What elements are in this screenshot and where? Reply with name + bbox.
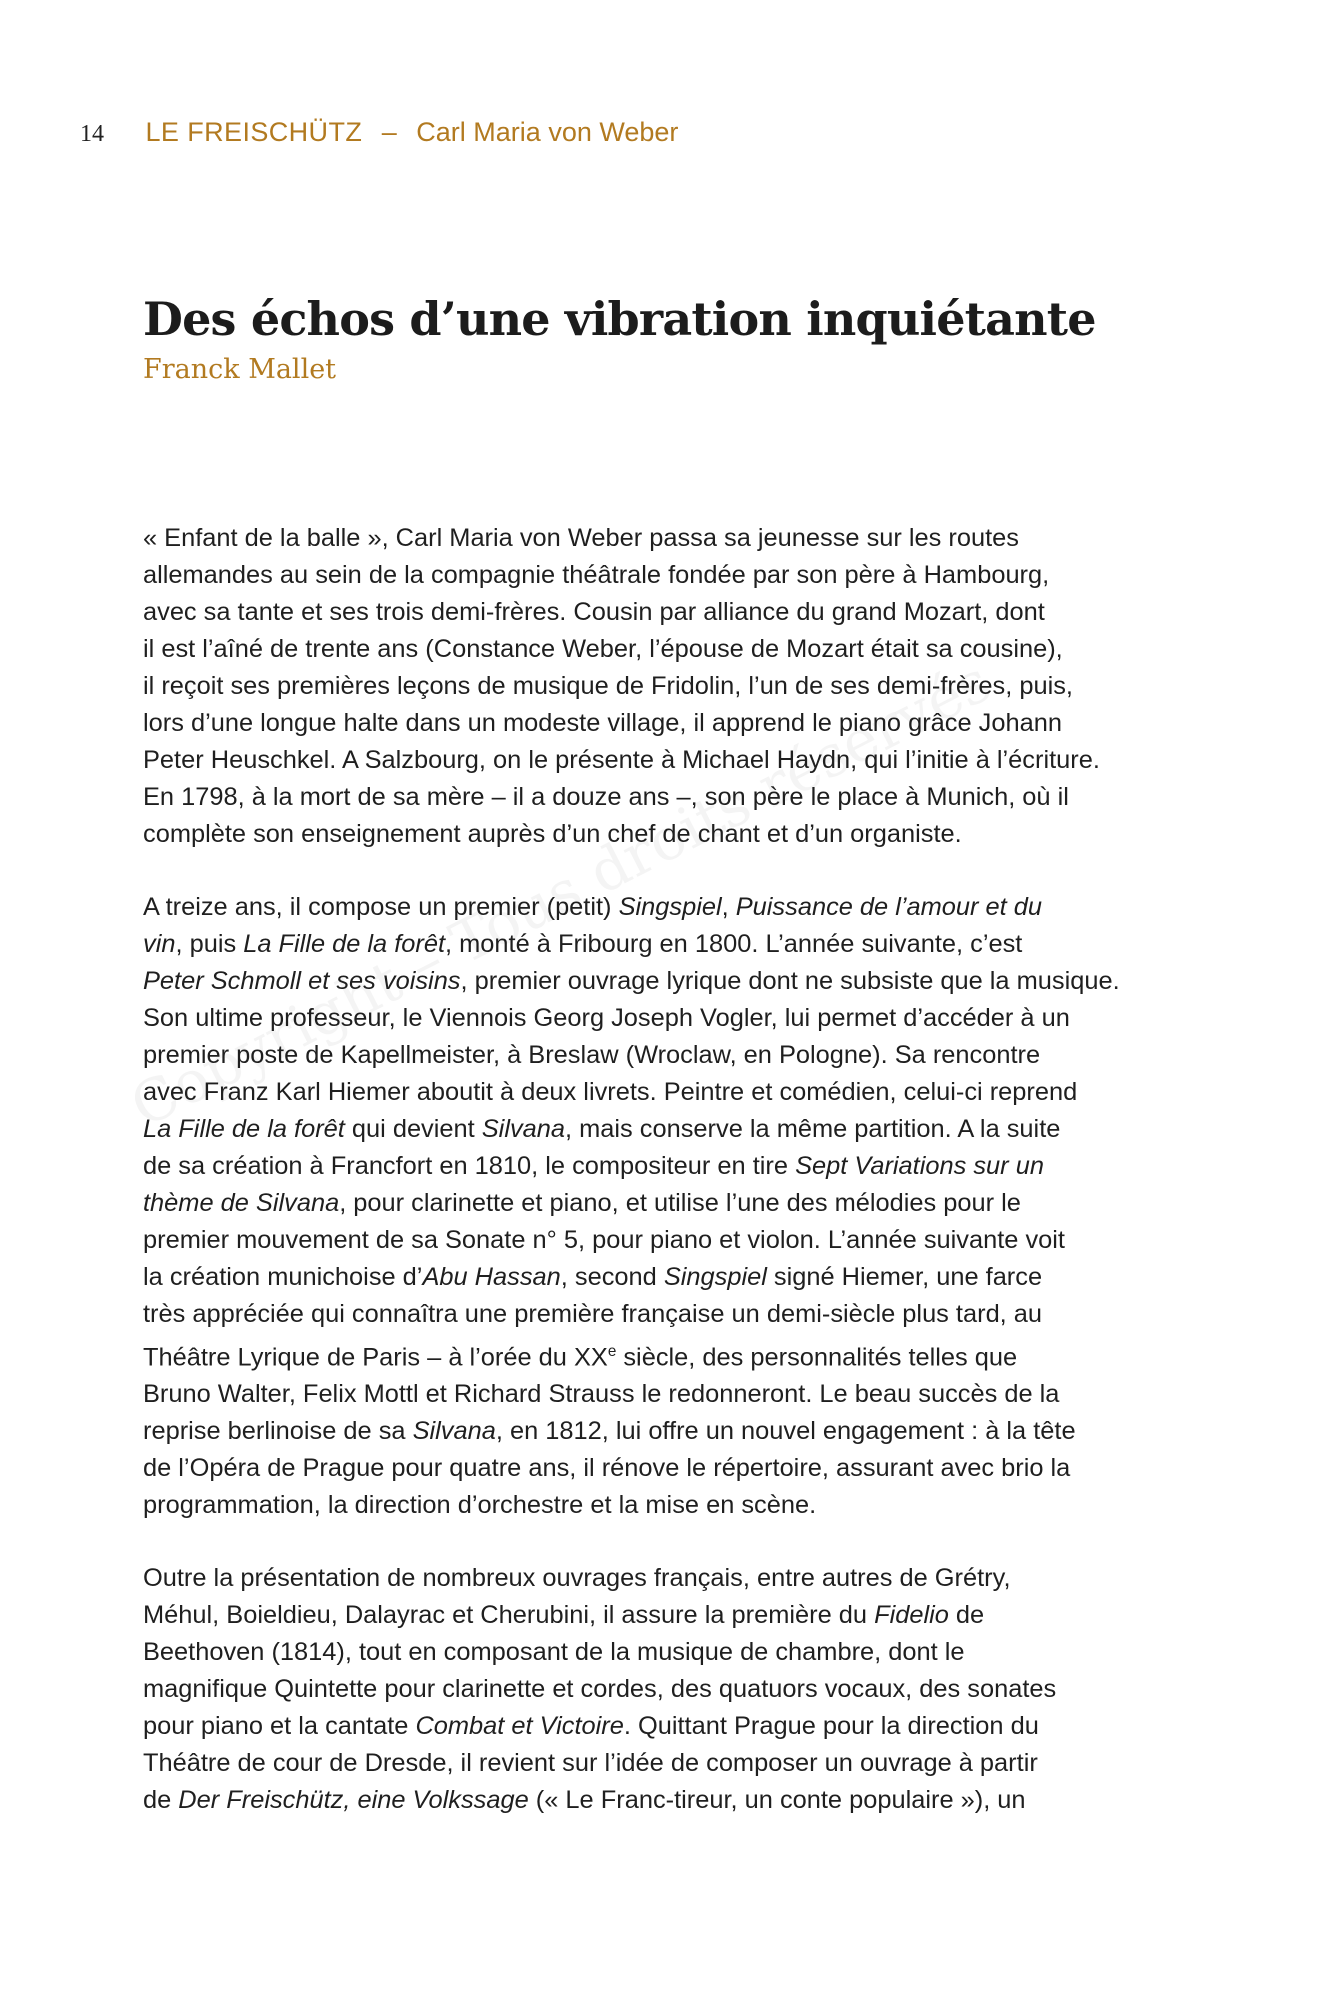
italic-text: Peter Schmoll et ses voisins: [143, 967, 461, 995]
article-title: Des échos d’une vibration inquiétante: [143, 292, 1096, 346]
italic-text: Puissance de l’amour et du: [735, 893, 1043, 921]
running-header: [80, 116, 678, 150]
body-text-segment: premier poste de Kapellmeister, à Breslaw (Wroclaw, en Pologne). Sa rencontre: [143, 1041, 1041, 1069]
italic-text: Sept Variations sur un: [795, 1152, 1044, 1180]
header-work-title: LE FREISCHÜTZ: [145, 117, 363, 147]
italic-text: La Fille de la forêt: [243, 930, 446, 958]
body-text-segment: siècle, des personnalités telles que: [616, 1343, 1018, 1372]
body-line: [143, 631, 1203, 668]
body-line: [143, 1450, 1203, 1487]
body-line: [143, 1634, 1203, 1671]
italic-text: Der Freischütz, eine Volkssage: [178, 1786, 529, 1815]
header-separator: –: [381, 117, 397, 147]
body-line: [143, 1111, 1203, 1148]
body-paragraph: [143, 1560, 1203, 1819]
body-text-segment: allemandes au sein de la compagnie théâtrale fondée par son père à Hambourg,: [143, 561, 1050, 589]
body-text-segment: Son ultime professeur, le Viennois Georg Joseph Vogler, lui permet d’accéder à un: [143, 1004, 1070, 1032]
body-text-segment: pour piano et la cantate: [143, 1712, 416, 1741]
article-body: [143, 520, 1203, 1855]
italic-text: Silvana: [412, 1417, 496, 1446]
body-text-segment: il reçoit ses premières leçons de musique de Fridolin, l’un de ses demi-frères, puis,: [143, 672, 1073, 700]
body-text-segment: programmation, la direction d’orchestre et la mise en scène.: [143, 1491, 817, 1520]
body-paragraph: [143, 520, 1203, 853]
body-line: [143, 1560, 1203, 1597]
body-text-segment: signé Hiemer, une farce: [766, 1263, 1043, 1291]
italic-text: thème de Silvana: [143, 1189, 340, 1217]
body-text-segment: avec sa tante et ses trois demi-frères. Cousin par alliance du grand Mozart, dont: [143, 598, 1045, 626]
body-line: [143, 1413, 1203, 1450]
body-text-segment: de sa création à Francfort en 1810, le compositeur en tire: [143, 1152, 796, 1180]
body-text-segment: reprise berlinoise de sa: [143, 1417, 413, 1446]
italic-text: Silvana: [481, 1115, 566, 1143]
body-text-segment: Méhul, Boieldieu, Dalayrac et Cherubini, il assure la première du: [143, 1601, 875, 1630]
body-line: [143, 926, 1203, 963]
superscript-text: e: [607, 1343, 617, 1360]
body-line: [143, 668, 1203, 705]
body-line: [143, 1185, 1203, 1222]
italic-text: Combat et Victoire: [415, 1712, 624, 1741]
body-text-segment: Beethoven (1814), tout en composant de la musique de chambre, dont le: [143, 1638, 965, 1667]
body-text-segment: En 1798, à la mort de sa mère – il a douze ans –, son père le place à Munich, où il: [143, 783, 1069, 811]
body-line: [143, 742, 1203, 779]
body-text-segment: de l’Opéra de Prague pour quatre ans, il rénove le répertoire, assurant avec brio la: [143, 1454, 1071, 1483]
body-line: [143, 1333, 1203, 1376]
body-line: [143, 1487, 1203, 1524]
body-text-segment: « Enfant de la balle », Carl Maria von Weber passa sa jeunesse sur les routes: [143, 524, 1019, 552]
body-line: [143, 1745, 1203, 1782]
body-text-segment: , monté à Fribourg en 1800. L’année suivante, c’est: [445, 930, 1023, 958]
page-number: 14: [80, 121, 104, 147]
body-line: [143, 1708, 1203, 1745]
body-text-segment: Théâtre de cour de Dresde, il revient sur l’idée de composer un ouvrage à partir: [143, 1749, 1038, 1778]
body-text-segment: A treize ans, il compose un premier (petit): [143, 893, 619, 921]
body-text-segment: Bruno Walter, Felix Mottl et Richard Strauss le redonneront. Le beau succès de la: [143, 1380, 1060, 1409]
body-text-segment: , second: [560, 1263, 664, 1291]
body-text-segment: premier mouvement de sa Sonate n° 5, pour piano et violon. L’année suivante voit: [143, 1226, 1065, 1254]
italic-text: Singspiel: [618, 893, 722, 921]
body-text-segment: . Quittant Prague pour la direction du: [623, 1712, 1039, 1741]
body-line: [143, 1037, 1203, 1074]
body-line: [143, 557, 1203, 594]
article-author: Franck Mallet: [143, 354, 337, 385]
body-text-segment: , en 1812, lui offre un nouvel engagement : à la tête: [495, 1417, 1076, 1446]
body-line: [143, 963, 1203, 1000]
body-line: [143, 1222, 1203, 1259]
body-line: [143, 705, 1203, 742]
body-text-segment: la création munichoise d’: [143, 1263, 423, 1291]
body-paragraph: [143, 889, 1203, 1524]
body-text-segment: avec Franz Karl Hiemer aboutit à deux livrets. Peintre et comédien, celui-ci reprend: [143, 1078, 1078, 1106]
body-text-segment: Outre la présentation de nombreux ouvrages français, entre autres de Grétry,: [143, 1564, 1011, 1593]
body-line: [143, 1296, 1203, 1333]
body-text-segment: il est l’aîné de trente ans (Constance Weber, l’épouse de Mozart était sa cousine),: [143, 635, 1063, 663]
italic-text: vin: [143, 930, 176, 958]
body-text-segment: , puis: [175, 930, 244, 958]
body-line: [143, 889, 1203, 926]
body-line: [143, 1376, 1203, 1413]
body-text-segment: ,: [721, 893, 736, 921]
body-text-segment: (« Le Franc-tireur, un conte populaire »), un: [528, 1786, 1026, 1815]
header-composer: Carl Maria von Weber: [416, 117, 679, 147]
italic-text: Fidelio: [874, 1601, 949, 1630]
body-line: [143, 1148, 1203, 1185]
body-text-segment: de: [143, 1786, 179, 1815]
body-text-segment: complète son enseignement auprès d’un chef de chant et d’un organiste.: [143, 820, 962, 848]
body-line: [143, 1000, 1203, 1037]
body-text-segment: très appréciée qui connaîtra une première française un demi-siècle plus tard, au: [143, 1300, 1043, 1328]
body-text-segment: de: [948, 1601, 985, 1630]
body-text-segment: , premier ouvrage lyrique dont ne subsiste que la musique.: [460, 967, 1120, 995]
body-line: [143, 1671, 1203, 1708]
italic-text: La Fille de la forêt: [143, 1115, 345, 1143]
body-line: [143, 594, 1203, 631]
body-text-segment: Peter Heuschkel. A Salzbourg, on le présente à Michael Haydn, qui l’initie à l’écriture.: [143, 746, 1100, 774]
italic-text: Singspiel: [663, 1263, 767, 1291]
body-line: [143, 816, 1203, 853]
body-text-segment: Théâtre Lyrique de Paris – à l’orée du XX: [143, 1343, 608, 1372]
body-text-segment: lors d’une longue halte dans un modeste village, il apprend le piano grâce Johann: [143, 709, 1062, 737]
body-line: [143, 520, 1203, 557]
body-text-segment: , mais conserve la même partition. A la suite: [565, 1115, 1061, 1143]
body-line: [143, 1597, 1203, 1634]
body-line: [143, 1074, 1203, 1111]
body-line: [143, 1259, 1203, 1296]
body-text-segment: magnifique Quintette pour clarinette et cordes, des quatuors vocaux, des sonates: [143, 1675, 1057, 1704]
italic-text: Abu Hassan: [422, 1263, 561, 1291]
body-line: [143, 1782, 1203, 1819]
body-text-segment: qui devient: [344, 1115, 482, 1143]
body-line: [143, 779, 1203, 816]
body-text-segment: , pour clarinette et piano, et utilise l’une des mélodies pour le: [339, 1189, 1021, 1217]
